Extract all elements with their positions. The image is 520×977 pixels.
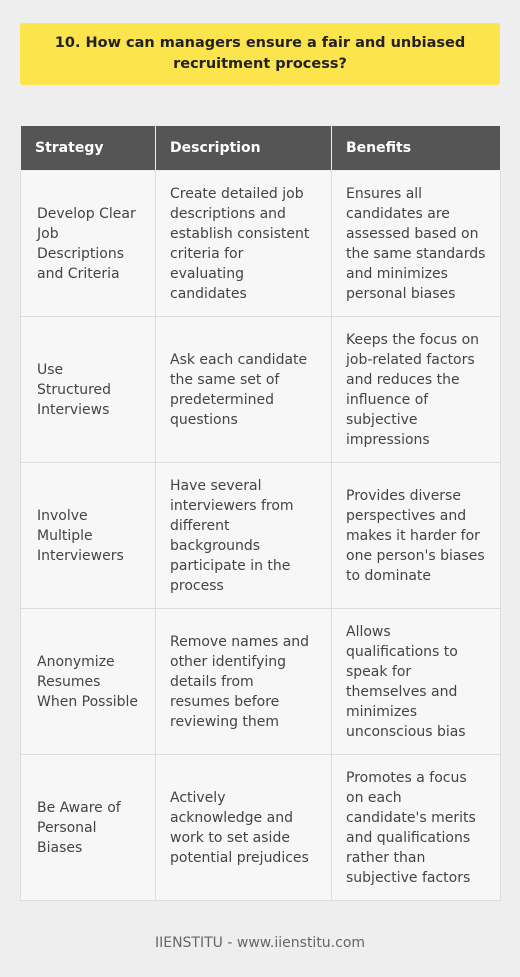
- header-strategy: Strategy: [21, 126, 156, 171]
- description-cell: Actively acknowledge and work to set aside potential prejudices: [156, 755, 332, 901]
- table-row: [21, 463, 501, 609]
- header-benefits: Benefits: [332, 126, 501, 171]
- table-header-row: [21, 126, 501, 171]
- title-banner: [20, 23, 500, 85]
- strategy-cell: Be Aware of Personal Biases: [21, 755, 156, 901]
- strategy-cell: Use Structured Interviews: [21, 317, 156, 463]
- description-cell: Remove names and other identifying details from resumes before reviewing them: [156, 609, 332, 755]
- strategy-table: [20, 125, 501, 901]
- strategy-cell: Anonymize Resumes When Possible: [21, 609, 156, 755]
- footer-credit: IIENSTITU - www.iienstitu.com: [154, 935, 366, 951]
- strategy-cell: Develop Clear Job Descriptions and Criteria: [21, 171, 156, 317]
- benefits-cell: Ensures all candidates are assessed based on the same standards and minimizes personal biases: [332, 171, 501, 317]
- table-row: [21, 755, 501, 901]
- header-description: Description: [156, 126, 332, 171]
- table-row: [21, 609, 501, 755]
- page-title: 10. How can managers ensure a fair and unbiased recruitment process?: [54, 35, 466, 72]
- benefits-cell: Allows qualifications to speak for themselves and minimizes unconscious bias: [332, 609, 501, 755]
- description-cell: Have several interviewers from different backgrounds participate in the process: [156, 463, 332, 609]
- table-row: [21, 317, 501, 463]
- benefits-cell: Provides diverse perspectives and makes it harder for one person's biases to dominate: [332, 463, 501, 609]
- benefits-cell: Keeps the focus on job-related factors and reduces the influence of subjective impressions: [332, 317, 501, 463]
- strategy-cell: Involve Multiple Interviewers: [21, 463, 156, 609]
- benefits-cell: Promotes a focus on each candidate's merits and qualifications rather than subjective factors: [332, 755, 501, 901]
- description-cell: Create detailed job descriptions and establish consistent criteria for evaluating candidates: [156, 171, 332, 317]
- table-row: [21, 171, 501, 317]
- description-cell: Ask each candidate the same set of predetermined questions: [156, 317, 332, 463]
